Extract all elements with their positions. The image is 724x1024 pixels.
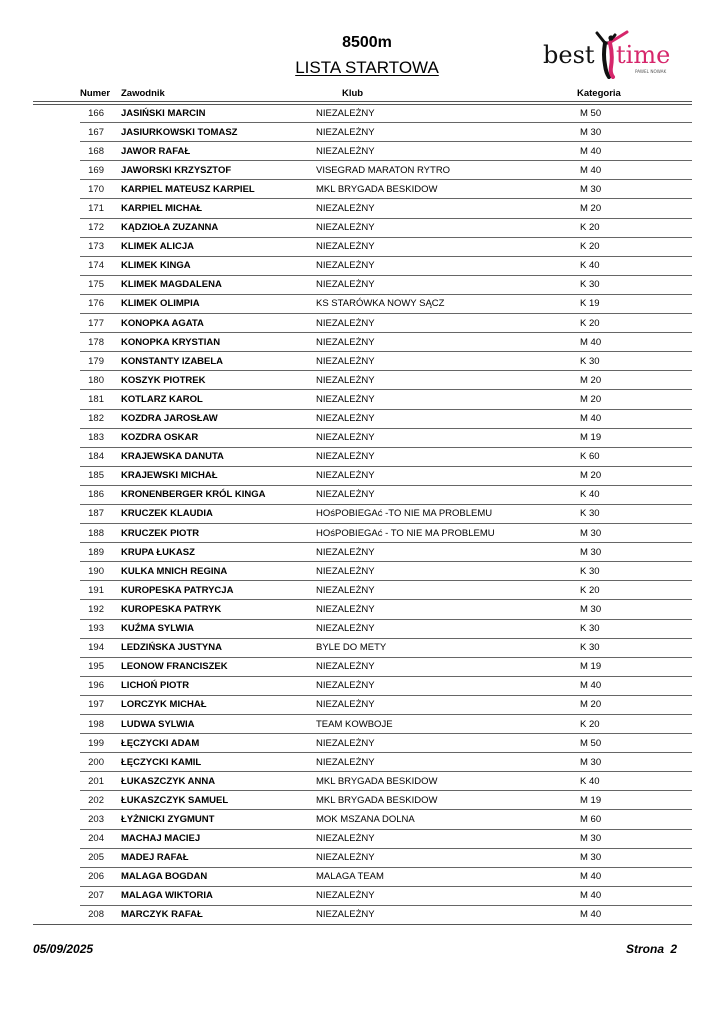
- cell-category: M 40: [580, 164, 602, 176]
- cell-club: NIEZALEŻNY: [316, 909, 375, 921]
- cell-club: VISEGRAD MARATON RYTRO: [316, 164, 451, 176]
- cell-club: NIEZALEŻNY: [316, 336, 375, 348]
- cell-club: HOśPOBIEGAć -TO NIE MA PROBLEMU: [316, 508, 493, 520]
- table-row: [0, 390, 724, 409]
- cell-number: 183: [88, 432, 104, 444]
- cell-athlete: KOZDRA JAROSŁAW: [121, 413, 218, 424]
- table-row: [0, 734, 724, 753]
- cell-category: K 30: [580, 279, 600, 291]
- cell-club: NIEZALEŻNY: [316, 222, 375, 234]
- cell-number: 207: [88, 890, 104, 902]
- cell-number: 180: [88, 374, 104, 386]
- cell-athlete: KLIMEK ALICJA: [121, 241, 195, 253]
- cell-category: M 19: [580, 661, 602, 673]
- cell-athlete: KRUCZEK KLAUDIA: [121, 508, 213, 520]
- cell-athlete: JASIŃSKI MARCIN: [121, 107, 206, 119]
- cell-number: 202: [88, 794, 104, 806]
- cell-athlete: JAWOR RAFAŁ: [121, 145, 191, 157]
- table-row: [0, 600, 724, 619]
- cell-club: NIEZALEŻNY: [316, 374, 375, 386]
- cell-category: M 20: [580, 699, 602, 711]
- cell-club: NIEZALEŻNY: [316, 546, 375, 558]
- cell-club: BYLE DO METY: [316, 642, 387, 654]
- cell-category: M 30: [580, 756, 602, 768]
- cell-category: K 19: [580, 298, 600, 310]
- cell-category: M 20: [580, 374, 602, 386]
- table-row: [0, 868, 724, 887]
- cell-category: M 40: [580, 909, 602, 921]
- page-number: Strona 2: [625, 942, 677, 956]
- cell-athlete: KUROPESKA PATRYCJA: [121, 584, 234, 596]
- cell-athlete: KONSTANTY IZABELA: [121, 355, 224, 367]
- cell-category: M 40: [580, 336, 602, 348]
- table-row: [0, 314, 724, 333]
- cell-athlete: KONOPKA AGATA: [121, 317, 204, 329]
- cell-athlete: LUDWA SYLWIA: [121, 718, 195, 730]
- cell-number: 197: [88, 699, 104, 711]
- cell-number: 181: [88, 393, 104, 405]
- cell-athlete: MACHAJ MACIEJ: [121, 833, 201, 845]
- svg-text:best: best: [543, 41, 595, 69]
- row-divider: [33, 924, 692, 925]
- cell-athlete: KRUCZEK PIOTR: [121, 527, 200, 539]
- cell-category: K 30: [580, 623, 600, 635]
- table-row: [0, 543, 724, 562]
- cell-category: M 40: [580, 680, 602, 692]
- cell-club: NIEZALEŻNY: [316, 317, 375, 329]
- cell-number: 195: [88, 661, 104, 673]
- cell-number: 176: [88, 298, 104, 310]
- cell-club: NIEZALEŻNY: [316, 126, 375, 138]
- cell-athlete: LEONOW FRANCISZEK: [121, 661, 228, 673]
- table-row: [0, 429, 724, 448]
- cell-athlete: ŁUKASZCZYK SAMUEL: [121, 794, 229, 806]
- cell-category: K 20: [580, 718, 600, 730]
- table-row: [0, 906, 724, 925]
- column-header-category: Kategoria: [577, 88, 621, 99]
- cell-athlete: KULKA MNICH REGINA: [121, 565, 228, 577]
- table-row: [0, 257, 724, 276]
- table-row: [0, 410, 724, 429]
- table-row: [0, 486, 724, 505]
- cell-category: M 30: [580, 527, 602, 539]
- cell-club: NIEZALEŻNY: [316, 260, 375, 272]
- table-row: [0, 352, 724, 371]
- cell-category: K 40: [580, 775, 600, 787]
- cell-category: M 20: [580, 470, 602, 482]
- cell-number: 206: [88, 871, 104, 883]
- cell-category: M 30: [580, 603, 602, 615]
- cell-athlete: KUŹMA SYLWIA: [121, 623, 195, 635]
- table-row: [0, 830, 724, 849]
- cell-club: NIEZALEŻNY: [316, 202, 375, 214]
- cell-athlete: JAWORSKI KRZYSZTOF: [121, 164, 232, 176]
- cell-athlete: KARPIEL MATEUSZ KARPIEL: [121, 183, 255, 195]
- cell-athlete: KOSZYK PIOTREK: [121, 374, 206, 386]
- cell-category: M 30: [580, 126, 602, 138]
- table-row: [0, 620, 724, 639]
- table-row: [0, 581, 724, 600]
- cell-athlete: ŁUKASZCZYK ANNA: [121, 775, 216, 787]
- cell-number: 201: [88, 775, 104, 787]
- cell-club: MOK MSZANA DOLNA: [316, 813, 415, 825]
- cell-club: NIEZALEŻNY: [316, 489, 375, 501]
- table-row: [0, 753, 724, 772]
- table-row: [0, 333, 724, 352]
- table-row: [0, 161, 724, 180]
- cell-club: NIEZALEŻNY: [316, 699, 375, 711]
- table-row: [0, 467, 724, 486]
- table-row: [0, 199, 724, 218]
- cell-athlete: LICHOŃ PIOTR: [121, 680, 190, 692]
- cell-category: M 40: [580, 890, 602, 902]
- cell-number: 194: [88, 642, 104, 654]
- cell-category: M 20: [580, 393, 602, 405]
- cell-number: 166: [88, 107, 104, 119]
- cell-number: 192: [88, 603, 104, 615]
- cell-club: MALAGA TEAM: [316, 871, 384, 883]
- table-row: [0, 791, 724, 810]
- cell-number: 173: [88, 241, 104, 253]
- table-row: [0, 677, 724, 696]
- table-row: [0, 142, 724, 161]
- cell-number: 178: [88, 336, 104, 348]
- cell-category: M 40: [580, 145, 602, 157]
- race-distance: 8500m: [342, 34, 392, 51]
- cell-number: 171: [88, 202, 104, 214]
- cell-category: K 30: [580, 642, 600, 654]
- cell-athlete: KRAJEWSKA DANUTA: [121, 451, 224, 463]
- table-row: [0, 810, 724, 829]
- cell-athlete: MALAGA WIKTORIA: [121, 890, 213, 902]
- cell-category: K 40: [580, 489, 600, 501]
- cell-athlete: KOZDRA OSKAR: [121, 432, 199, 444]
- column-header-club: Klub: [342, 88, 364, 99]
- cell-club: NIEZALEŻNY: [316, 451, 375, 463]
- cell-category: M 30: [580, 852, 602, 864]
- table-row: [0, 562, 724, 581]
- table-row: [0, 104, 724, 123]
- cell-club: NIEZALEŻNY: [316, 737, 375, 749]
- cell-club: NIEZALEŻNY: [316, 680, 375, 692]
- cell-category: K 20: [580, 317, 600, 329]
- cell-club: NIEZALEŻNY: [316, 470, 375, 482]
- svg-text:time: time: [616, 41, 671, 69]
- cell-athlete: KONOPKA KRYSTIAN: [121, 336, 221, 348]
- table-row: [0, 180, 724, 199]
- cell-club: NIEZALEŻNY: [316, 661, 375, 673]
- table-row: [0, 295, 724, 314]
- cell-club: NIEZALEŻNY: [316, 393, 375, 405]
- cell-number: 200: [88, 756, 104, 768]
- cell-athlete: KARPIEL MICHAŁ: [121, 202, 203, 214]
- cell-club: MKL BRYGADA BESKIDOW: [316, 775, 438, 787]
- cell-athlete: KRAJEWSKI MICHAŁ: [121, 470, 218, 482]
- cell-club: NIEZALEŻNY: [316, 413, 375, 424]
- table-row: [0, 639, 724, 658]
- cell-club: NIEZALEŻNY: [316, 623, 375, 635]
- cell-club: NIEZALEŻNY: [316, 890, 375, 902]
- cell-athlete: KRONENBERGER KRÓL KINGA: [121, 489, 266, 501]
- cell-athlete: LEDZIŃSKA JUSTYNA: [121, 642, 222, 654]
- cell-number: 205: [88, 852, 104, 864]
- cell-number: 196: [88, 680, 104, 692]
- cell-club: NIEZALEŻNY: [316, 852, 375, 864]
- cell-number: 204: [88, 833, 104, 845]
- cell-category: M 50: [580, 737, 602, 749]
- cell-number: 191: [88, 584, 104, 596]
- cell-athlete: ŁĘCZYCKI KAMIL: [121, 756, 202, 768]
- table-row: [0, 371, 724, 390]
- cell-number: 179: [88, 355, 104, 367]
- cell-club: MKL BRYGADA BESKIDOW: [316, 183, 438, 195]
- cell-category: M 30: [580, 546, 602, 558]
- column-header-athlete: Zawodnik: [121, 88, 165, 99]
- cell-athlete: KĄDZIOŁA ZUZANNA: [121, 222, 219, 234]
- cell-category: K 60: [580, 451, 600, 463]
- cell-athlete: KLIMEK OLIMPIA: [121, 298, 200, 310]
- cell-category: M 30: [580, 183, 602, 195]
- cell-number: 185: [88, 470, 104, 482]
- cell-number: 190: [88, 565, 104, 577]
- start-list-table: [0, 104, 724, 925]
- cell-number: 168: [88, 145, 104, 157]
- cell-club: NIEZALEŻNY: [316, 756, 375, 768]
- table-row: [0, 849, 724, 868]
- cell-club: NIEZALEŻNY: [316, 565, 375, 577]
- svg-text:PAWEL NOWAK: PAWEL NOWAK: [635, 69, 667, 74]
- cell-number: 187: [88, 508, 104, 520]
- cell-athlete: KOTLARZ KAROL: [121, 393, 203, 405]
- cell-number: 198: [88, 718, 104, 730]
- table-row: [0, 219, 724, 238]
- cell-number: 184: [88, 451, 104, 463]
- cell-athlete: MADEJ RAFAŁ: [121, 852, 189, 864]
- cell-category: K 30: [580, 565, 600, 577]
- cell-athlete: LORCZYK MICHAŁ: [121, 699, 207, 711]
- table-row: [0, 276, 724, 295]
- cell-club: NIEZALEŻNY: [316, 584, 375, 596]
- table-row: [0, 448, 724, 467]
- cell-athlete: KRUPA ŁUKASZ: [121, 546, 195, 558]
- table-row: [0, 715, 724, 734]
- cell-athlete: JASIURKOWSKI TOMASZ: [121, 126, 238, 138]
- cell-category: K 20: [580, 241, 600, 253]
- cell-club: NIEZALEŻNY: [316, 145, 375, 157]
- cell-category: K 40: [580, 260, 600, 272]
- table-row: [0, 524, 724, 543]
- cell-number: 172: [88, 222, 104, 234]
- table-row: [0, 123, 724, 142]
- cell-category: K 30: [580, 508, 600, 520]
- cell-athlete: ŁĘCZYCKI ADAM: [121, 737, 200, 749]
- cell-athlete: MALAGA BOGDAN: [121, 871, 208, 883]
- best-time-logo: [543, 29, 675, 79]
- table-row: [0, 696, 724, 715]
- cell-category: K 30: [580, 355, 600, 367]
- cell-club: NIEZALEŻNY: [316, 355, 375, 367]
- cell-category: M 30: [580, 833, 602, 845]
- cell-number: 189: [88, 546, 104, 558]
- cell-athlete: KUROPESKA PATRYK: [121, 603, 222, 615]
- cell-club: MKL BRYGADA BESKIDOW: [316, 794, 438, 806]
- column-header-number: Numer: [80, 88, 111, 99]
- cell-category: M 40: [580, 413, 602, 424]
- cell-athlete: ŁYŻNICKI ZYGMUNT: [121, 813, 215, 825]
- page-title-text: LISTA STARTOWA: [295, 58, 439, 77]
- cell-athlete: MARCZYK RAFAŁ: [121, 909, 203, 921]
- cell-club: NIEZALEŻNY: [316, 279, 375, 291]
- cell-category: M 19: [580, 794, 602, 806]
- cell-number: 167: [88, 126, 104, 138]
- cell-athlete: KLIMEK MAGDALENA: [121, 279, 222, 291]
- cell-number: 175: [88, 279, 104, 291]
- cell-category: M 60: [580, 813, 602, 825]
- cell-club: NIEZALEŻNY: [316, 603, 375, 615]
- cell-category: M 20: [580, 202, 602, 214]
- cell-number: 199: [88, 737, 104, 749]
- cell-number: 208: [88, 909, 104, 921]
- cell-athlete: KLIMEK KINGA: [121, 260, 191, 272]
- table-row: [0, 772, 724, 791]
- cell-club: TEAM KOWBOJE: [316, 718, 393, 730]
- cell-club: NIEZALEŻNY: [316, 241, 375, 253]
- table-row: [0, 238, 724, 257]
- cell-club: NIEZALEŻNY: [316, 833, 375, 845]
- cell-club: HOśPOBIEGAć - TO NIE MA PROBLEMU: [316, 527, 495, 539]
- cell-category: M 50: [580, 107, 602, 119]
- cell-number: 169: [88, 164, 104, 176]
- cell-number: 170: [88, 183, 104, 195]
- cell-category: K 20: [580, 584, 600, 596]
- cell-number: 203: [88, 813, 104, 825]
- cell-category: M 40: [580, 871, 602, 883]
- cell-club: NIEZALEŻNY: [316, 107, 375, 119]
- cell-number: 182: [88, 413, 104, 424]
- table-row: [0, 887, 724, 906]
- cell-number: 193: [88, 623, 104, 635]
- cell-number: 186: [88, 489, 104, 501]
- cell-number: 174: [88, 260, 104, 272]
- cell-club: NIEZALEŻNY: [316, 432, 375, 444]
- cell-category: M 19: [580, 432, 602, 444]
- table-row: [0, 505, 724, 524]
- cell-category: K 20: [580, 222, 600, 234]
- footer-date: 05/09/2025: [33, 942, 94, 956]
- table-row: [0, 658, 724, 677]
- cell-number: 188: [88, 527, 104, 539]
- cell-number: 177: [88, 317, 104, 329]
- cell-club: KS STARÓWKA NOWY SĄCZ: [316, 298, 445, 310]
